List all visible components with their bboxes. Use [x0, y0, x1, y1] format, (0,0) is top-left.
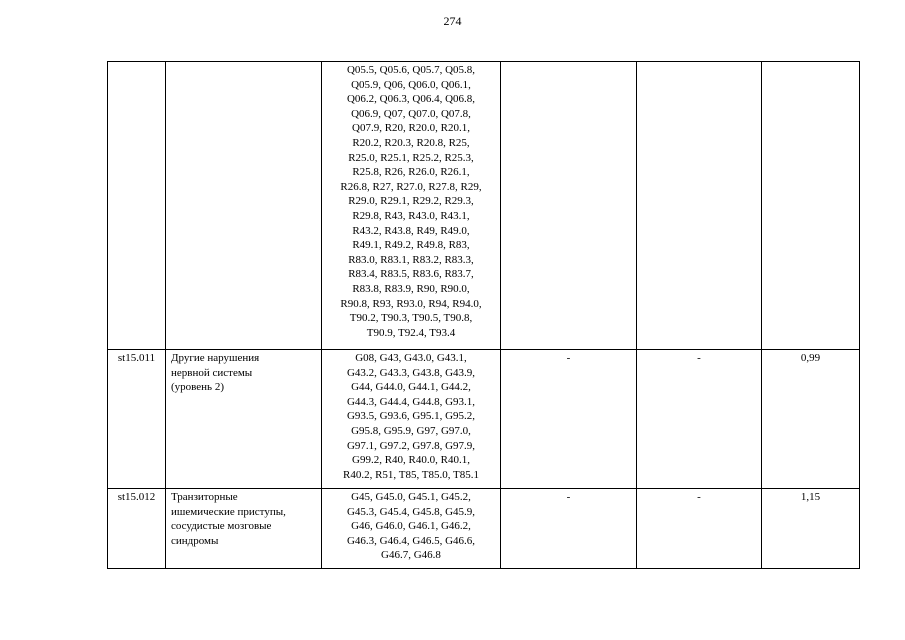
icd-code-line: G97.1, G97.2, G97.8, G97.9, — [346, 439, 476, 452]
icd-code-line: R25.0, R25.1, R25.2, R25.3, — [348, 151, 474, 164]
icd-code-line: G45.3, G45.4, G45.8, G45.9, — [346, 505, 476, 518]
icd-code-line: R20.2, R20.3, R20.8, R25, — [352, 136, 470, 149]
group-name-line: (уровень 2) — [171, 381, 224, 394]
icd-code-line: Q06.2, Q06.3, Q06.4, Q06.8, — [346, 93, 476, 106]
icd-code-line: R29.8, R43, R43.0, R43.1, — [352, 209, 470, 222]
group-name-cell — [166, 62, 322, 350]
icd-code-line: R49.1, R49.2, R49.8, R83, — [352, 239, 470, 252]
coefficient-cell — [762, 62, 860, 350]
icd-code-line: G43.2, G43.3, G43.8, G43.9, — [346, 366, 476, 379]
classification-table — [107, 61, 860, 569]
table-body — [108, 62, 860, 569]
table-row — [108, 489, 860, 569]
icd-code-line: R83.0, R83.1, R83.2, R83.3, — [348, 253, 474, 266]
icd-code-line: G08, G43, G43.0, G43.1, — [355, 352, 467, 364]
column-4-cell: - — [501, 489, 637, 569]
group-name-line: Транзиторные — [171, 491, 238, 503]
coefficient-cell: 0,99 — [762, 350, 860, 489]
table-row — [108, 350, 860, 489]
column-4-cell: - — [501, 350, 637, 489]
icd-code-line: G93.5, G93.6, G95.1, G95.2, — [346, 410, 476, 423]
icd-code-line: T90.9, T92.4, T93.4 — [366, 326, 456, 339]
icd-code-line: G44, G44.0, G44.1, G44.2, — [351, 381, 471, 394]
group-code-cell: st15.012 — [108, 489, 166, 569]
group-code-cell: st15.011 — [108, 350, 166, 489]
icd-code-line: G46.7, G46.8 — [381, 549, 441, 562]
icd-code-line: Q05.5, Q05.6, Q05.7, Q05.8, — [346, 64, 476, 76]
icd-code-line: G44.3, G44.4, G44.8, G93.1, — [346, 395, 476, 408]
icd-code-line: T90.2, T90.3, T90.5, T90.8, — [349, 312, 473, 325]
coefficient-cell: 1,15 — [762, 489, 860, 569]
group-name-line: нервной системы — [171, 366, 253, 379]
icd-code-line: G95.8, G95.9, G97, G97.0, — [351, 424, 471, 437]
group-name-line: сосудистые мозговые — [171, 520, 272, 533]
icd-code-line: Q06.9, Q07, Q07.0, Q07.8, — [351, 107, 471, 120]
icd-code-line: R26.8, R27, R27.0, R27.8, R29, — [340, 180, 482, 193]
icd-code-line: R29.0, R29.1, R29.2, R29.3, — [348, 195, 474, 208]
icd-codes-cell — [322, 62, 501, 350]
icd-code-line: R90.8, R93, R93.0, R94, R94.0, — [340, 297, 482, 310]
icd-codes-cell — [322, 350, 501, 489]
group-name-line: синдромы — [171, 534, 219, 547]
icd-code-line: G46.3, G46.4, G46.5, G46.6, — [346, 534, 476, 547]
icd-code-line: Q05.9, Q06, Q06.0, Q06.1, — [351, 78, 471, 91]
icd-code-line: G99.2, R40, R40.0, R40.1, — [352, 454, 470, 467]
group-code-cell — [108, 62, 166, 350]
column-5-cell: - — [637, 350, 762, 489]
column-4-cell — [501, 62, 637, 350]
table-row — [108, 62, 860, 350]
icd-code-line: Q07.9, R20, R20.0, R20.1, — [352, 122, 470, 135]
group-name-line: ишемические приступы, — [171, 505, 286, 518]
column-5-cell: - — [637, 489, 762, 569]
icd-codes-cell — [322, 489, 501, 569]
icd-code-line: R43.2, R43.8, R49, R49.0, — [352, 224, 470, 237]
icd-code-line: R25.8, R26, R26.0, R26.1, — [352, 166, 470, 179]
group-name-cell — [166, 350, 322, 489]
icd-code-line: G45, G45.0, G45.1, G45.2, — [351, 491, 471, 503]
icd-code-line: R83.4, R83.5, R83.6, R83.7, — [348, 268, 474, 281]
icd-code-line: G46, G46.0, G46.1, G46.2, — [351, 520, 471, 533]
icd-code-line: R40.2, R51, T85, T85.0, T85.1 — [343, 468, 479, 481]
icd-code-line: R83.8, R83.9, R90, R90.0, — [352, 282, 470, 295]
page-number: 274 — [443, 14, 462, 28]
group-name-line: Другие нарушения — [171, 352, 260, 364]
group-name-cell — [166, 489, 322, 569]
column-5-cell — [637, 62, 762, 350]
